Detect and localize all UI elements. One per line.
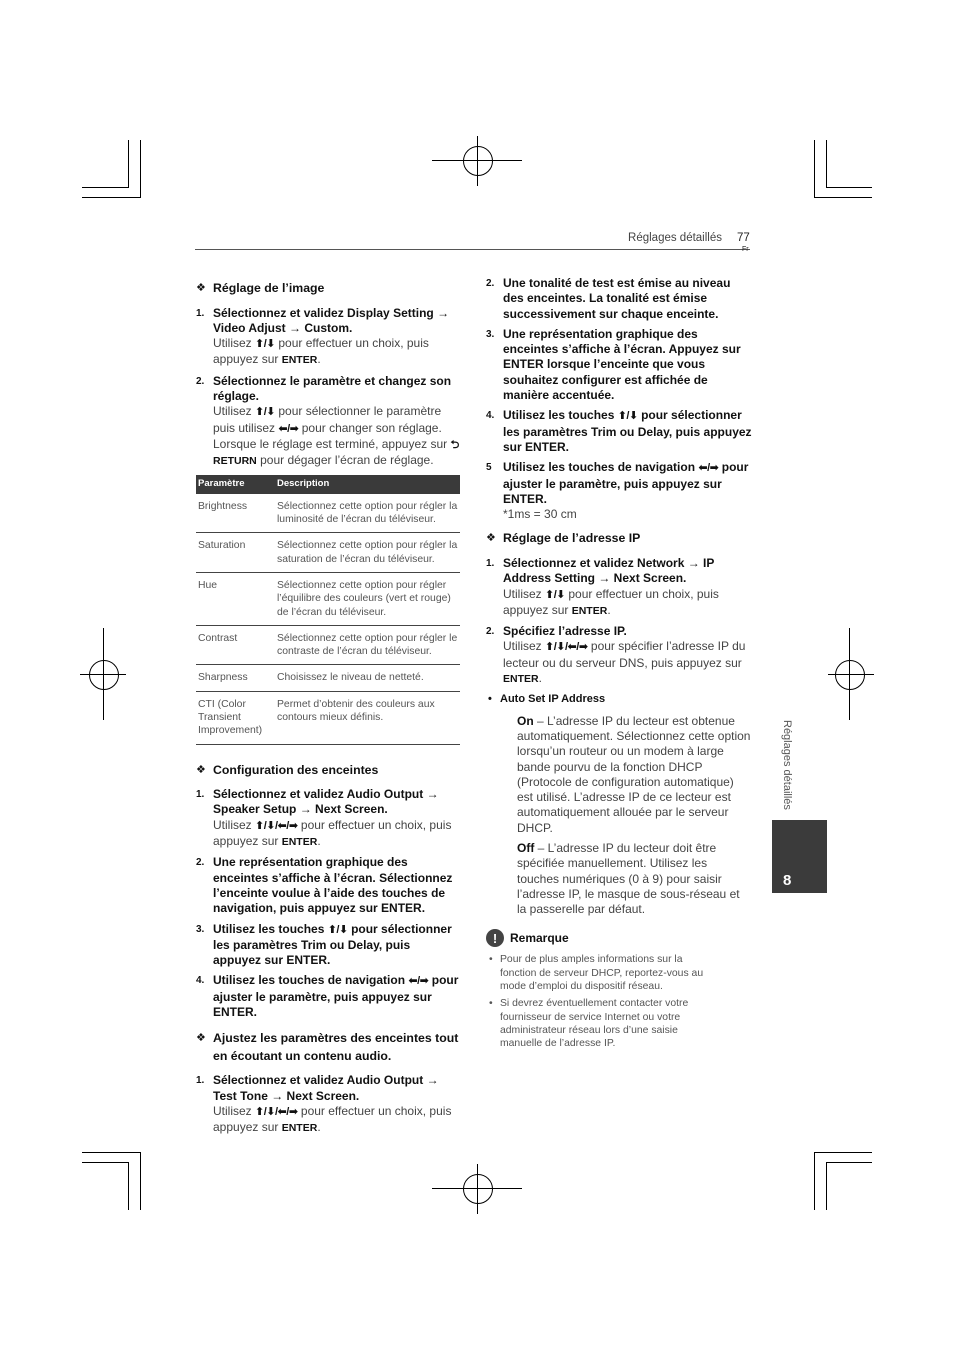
step-ip-1: 1. Sélectionnez et validez Network → IP Address Setting → Next Screen. Utilisez ⬆/⬇ pour effectuer un choix, puis appuyez sur ENTER.: [486, 555, 719, 617]
section-title-speakers: ❖ Configuration des enceintes: [196, 762, 460, 780]
step-testtone-4: 4. Utilisez les touches ⬆/⬇ pour sélectionner les paramètres Trim ou Delay, puis appuyez sur ENTER.: [486, 408, 752, 454]
option-off: Off – L’adresse IP du lecteur doit être spécifiée manuellement. Utilisez les touches numériques (0 à 9) pour saisir l’adresse IP, le masque de sous-réseau et la passerelle par défaut.: [517, 841, 740, 917]
table-header-cell: Description: [275, 475, 460, 493]
diamond-icon: ❖: [196, 763, 206, 776]
left-right-arrows-icon: ⬅/➡: [278, 422, 299, 435]
table-header-cell: Paramètre: [196, 475, 275, 493]
chapter-number: 8: [783, 872, 792, 889]
section-title-ip: ❖ Réglage de l’adresse IP: [486, 530, 752, 548]
note-item: • Pour de plus amples informations sur la fonction de serveur DHCP, reportez-vous au mode d’emploi du dispositif réseau.: [486, 953, 715, 993]
note-heading: ! Remarque: [486, 929, 752, 947]
step-testtone-5: 5 Utilisez les touches de navigation ⬅/➡ pour ajuster le paramètre, puis appuyez sur ENTER. *1ms = 30 cm: [486, 460, 749, 522]
up-down-arrows-icon: ⬆/⬇: [617, 410, 638, 423]
table-row: Sharpness Choisissez le niveau de netteté.: [196, 665, 460, 691]
step-ip-2: 2. Spécifiez l’adresse IP. Utilisez ⬆/⬇/⬅/➡ pour spécifier l’adresse IP du lecteur ou du serveur DNS, puis appuyez sur ENTER.: [486, 624, 746, 686]
right-column: [486, 276, 752, 1055]
table-row: CTI (Color Transient Improvement) Permet d’obtenir des couleurs aux contours mieux définis.: [196, 691, 460, 744]
four-arrows-icon: ⬆/⬇/⬅/➡: [255, 819, 298, 832]
exclamation-icon: !: [486, 929, 504, 947]
up-down-arrows-icon: ⬆/⬇: [255, 406, 276, 419]
header-rule: [195, 249, 750, 250]
table-row: Saturation Sélectionnez cette option pour régler la saturation de l’écran du téléviseur.: [196, 533, 460, 573]
step-testtone-3: 3. Une représentation graphique des enceintes s’affiche à l’écran. Appuyez sur ENTER lorsque l’enceinte que vous souhaitez configurer est affichée de manière accentuée.: [486, 326, 741, 403]
table-row: Brightness Sélectionnez cette option pour régler la luminosité de l’écran du téléviseur.: [196, 494, 460, 533]
step-testtone-2: 2. Une tonalité de test est émise au niveau des enceintes. La tonalité est émise successivement sur chaque enceinte.: [486, 276, 731, 321]
left-right-arrows-icon: ⬅/➡: [408, 975, 429, 988]
step-testtone-1: 1. Sélectionnez et validez Audio Output → Test Tone → Next Screen. Utilisez ⬆/⬇/⬅/➡ pour effectuer un choix, puis appuyez sur ENTER.: [196, 1073, 452, 1135]
step-speakers-2: 2. Une représentation graphique des enceintes s’affiche à l’écran. Sélectionnez l’enceinte voulue à l’aide des touches de navigation, puis appuyez sur ENTER.: [196, 855, 453, 916]
step-speakers-4: 4. Utilisez les touches de navigation ⬅/➡ pour ajuster le paramètre, puis appuyez sur ENTER.: [196, 973, 459, 1019]
step-image-1: 1. Sélectionnez et validez Display Setting → Video Adjust → Custom. Utilisez ⬆/⬇ pour effectuer un choix, puis appuyez sur ENTER.: [196, 305, 450, 367]
section-title-testtone: ❖ Ajustez les paramètres des enceintes tout en écoutant un contenu audio.: [196, 1031, 459, 1063]
four-arrows-icon: ⬆/⬇/⬅/➡: [255, 1105, 298, 1118]
left-right-arrows-icon: ⬅/➡: [698, 462, 719, 475]
step-image-2: 2. Sélectionnez le paramètre et changez son réglage. Utilisez ⬆/⬇ pour sélectionner le paramètre puis utilisez ⬅/➡ pour changer son réglage. Lorsque le réglage est terminé, appuyez sur ⮌ RETURN pour dégager l’écran de réglage.: [196, 373, 459, 468]
section-title-image: ❖ Réglage de l’image: [196, 280, 460, 298]
four-arrows-icon: ⬆/⬇/⬅/➡: [545, 641, 588, 654]
table-row: Hue Sélectionnez cette option pour régler l’équilibre des couleurs (vert et rouge) de l’écran du téléviseur.: [196, 572, 460, 625]
diamond-icon: ❖: [196, 282, 206, 294]
note-item: • Si devrez éventuellement contacter votre fournisseur de service Internet ou votre administrateur réseau lors d’une saisie manuelle de l’adresse IP.: [486, 997, 715, 1050]
option-on: On – L’adresse IP du lecteur est obtenue automatiquement. Sélectionnez cette option lorsqu’un routeur ou un modem à large bande pourvu de la fonction DHCP (Protocole de configuration automatique) est utilisé. L’adresse IP de ce lecteur est automatiquement allouée par le serveur DHCP.: [517, 713, 751, 835]
parameter-table: [196, 475, 460, 744]
up-down-arrows-icon: ⬆/⬇: [327, 923, 348, 936]
left-column: [196, 280, 460, 1141]
diamond-icon: ❖: [196, 1032, 206, 1045]
return-icon: ⮌: [450, 438, 459, 451]
step-speakers-1: 1. Sélectionnez et validez Audio Output → Speaker Setup → Next Screen. Utilisez ⬆/⬇/⬅/➡ pour effectuer un choix, puis appuyez sur ENTER.: [196, 787, 452, 849]
diamond-icon: ❖: [486, 532, 496, 545]
page-number: 77: [737, 232, 750, 244]
side-section-label: Réglages détaillés: [781, 720, 793, 810]
table-row: Contrast Sélectionnez cette option pour régler le contraste de l’écran du téléviseur.: [196, 625, 460, 665]
step-speakers-3: 3. Utilisez les touches ⬆/⬇ pour sélectionner les paramètres Trim ou Delay, puis appuyez sur ENTER.: [196, 921, 452, 968]
up-down-arrows-icon: ⬆/⬇: [545, 588, 566, 601]
chapter-tab: [772, 820, 827, 893]
auto-set-ip-bullet: • Auto Set IP Address: [486, 692, 752, 707]
header-title: Réglages détaillés: [628, 232, 722, 244]
page-language: Fr: [742, 246, 749, 253]
up-down-arrows-icon: ⬆/⬇: [255, 338, 276, 351]
table-header-row: [196, 475, 460, 493]
